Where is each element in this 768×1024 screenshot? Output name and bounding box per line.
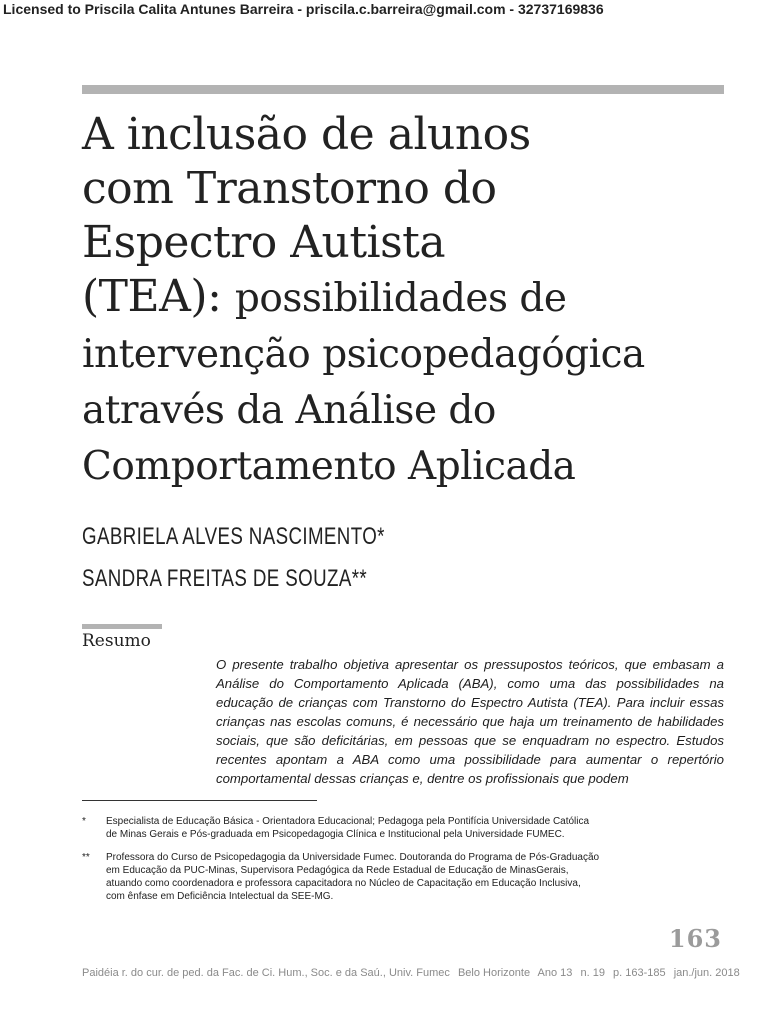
footnote-divider xyxy=(82,800,317,801)
footnote-text: Professora do Curso de Psicopedagogia da Universidade Fumec. Doutoranda do Programa de Pós-Graduação em Educação da PUC-Minas, Supervisora Pedagógica da Rede Estadual de Educação de MinasGerais, atuando como coordenadora e professora capacitadora no Núcleo de Capacitação em Educação Inclusiva, com ênfase em Deficiência Intelectual da SEE-MG. xyxy=(106,852,600,902)
journal-pages: p. 163-185 xyxy=(613,967,666,979)
title-line: Comportamento Aplicada xyxy=(82,444,576,489)
journal-date: jan./jun. 2018 xyxy=(673,967,740,979)
top-divider xyxy=(82,85,724,94)
title-line: (TEA): xyxy=(82,271,222,322)
title-line: intervenção psicopedagógica xyxy=(82,332,645,377)
footnote-mark: * xyxy=(82,816,86,827)
journal-footer xyxy=(82,967,740,979)
footnote xyxy=(82,851,602,903)
resumo-divider xyxy=(82,624,162,629)
title-line: através da Análise do xyxy=(82,388,496,433)
title-line: A inclusão de alunos xyxy=(82,109,531,160)
title-line: Espectro Autista xyxy=(82,217,446,268)
journal-year: Ano 13 xyxy=(537,967,573,979)
article-title xyxy=(82,108,752,494)
footnote xyxy=(82,815,602,841)
resumo-heading: Resumo xyxy=(82,631,151,651)
title-line: possibilidades de xyxy=(234,276,567,321)
title-line: com Transtorno do xyxy=(82,163,497,214)
journal-name: Paidéia r. do cur. de ped. da Fac. de Ci. Hum., Soc. e da Saú., Univ. Fumec xyxy=(82,967,450,979)
journal-city: Belo Horizonte xyxy=(457,967,531,979)
license-watermark: Licensed to Priscila Calita Antunes Barreira - priscila.c.barreira@gmail.com - 32737169836 xyxy=(3,1,604,17)
page-number: 163 xyxy=(668,924,722,953)
abstract-text: O presente trabalho objetiva apresentar os pressupostos teóricos, que embasam a Análise do Comportamento Aplicada (ABA), como uma das possibilidades na educação de crianças com Transtorno do Espectro Autista (TEA). Para incluir essas crianças nas escolas comuns, é necessário que haja um treinamento de habilidades sociais, que são deficitárias, em pessoas que se enquadram no espectro. Estudos recentes apontam a ABA como uma possibilidade para aumentar o repertório comportamental dessas crianças e, dentre os profissionais que podem xyxy=(216,657,724,786)
author-name: GABRIELA ALVES NASCIMENTO* xyxy=(82,523,385,550)
journal-issue: n. 19 xyxy=(580,967,605,979)
footnote-text: Especialista de Educação Básica - Orientadora Educacional; Pedagoga pela Pontifícia Universidade Católica de Minas Gerais e Pós-graduada em Psicopedagogia Clínica e Institucional pela Universidade FUMEC. xyxy=(106,816,590,840)
footnote-mark: ** xyxy=(82,852,90,863)
author-list xyxy=(82,516,385,600)
author-name: SANDRA FREITAS DE SOUZA** xyxy=(82,565,368,592)
